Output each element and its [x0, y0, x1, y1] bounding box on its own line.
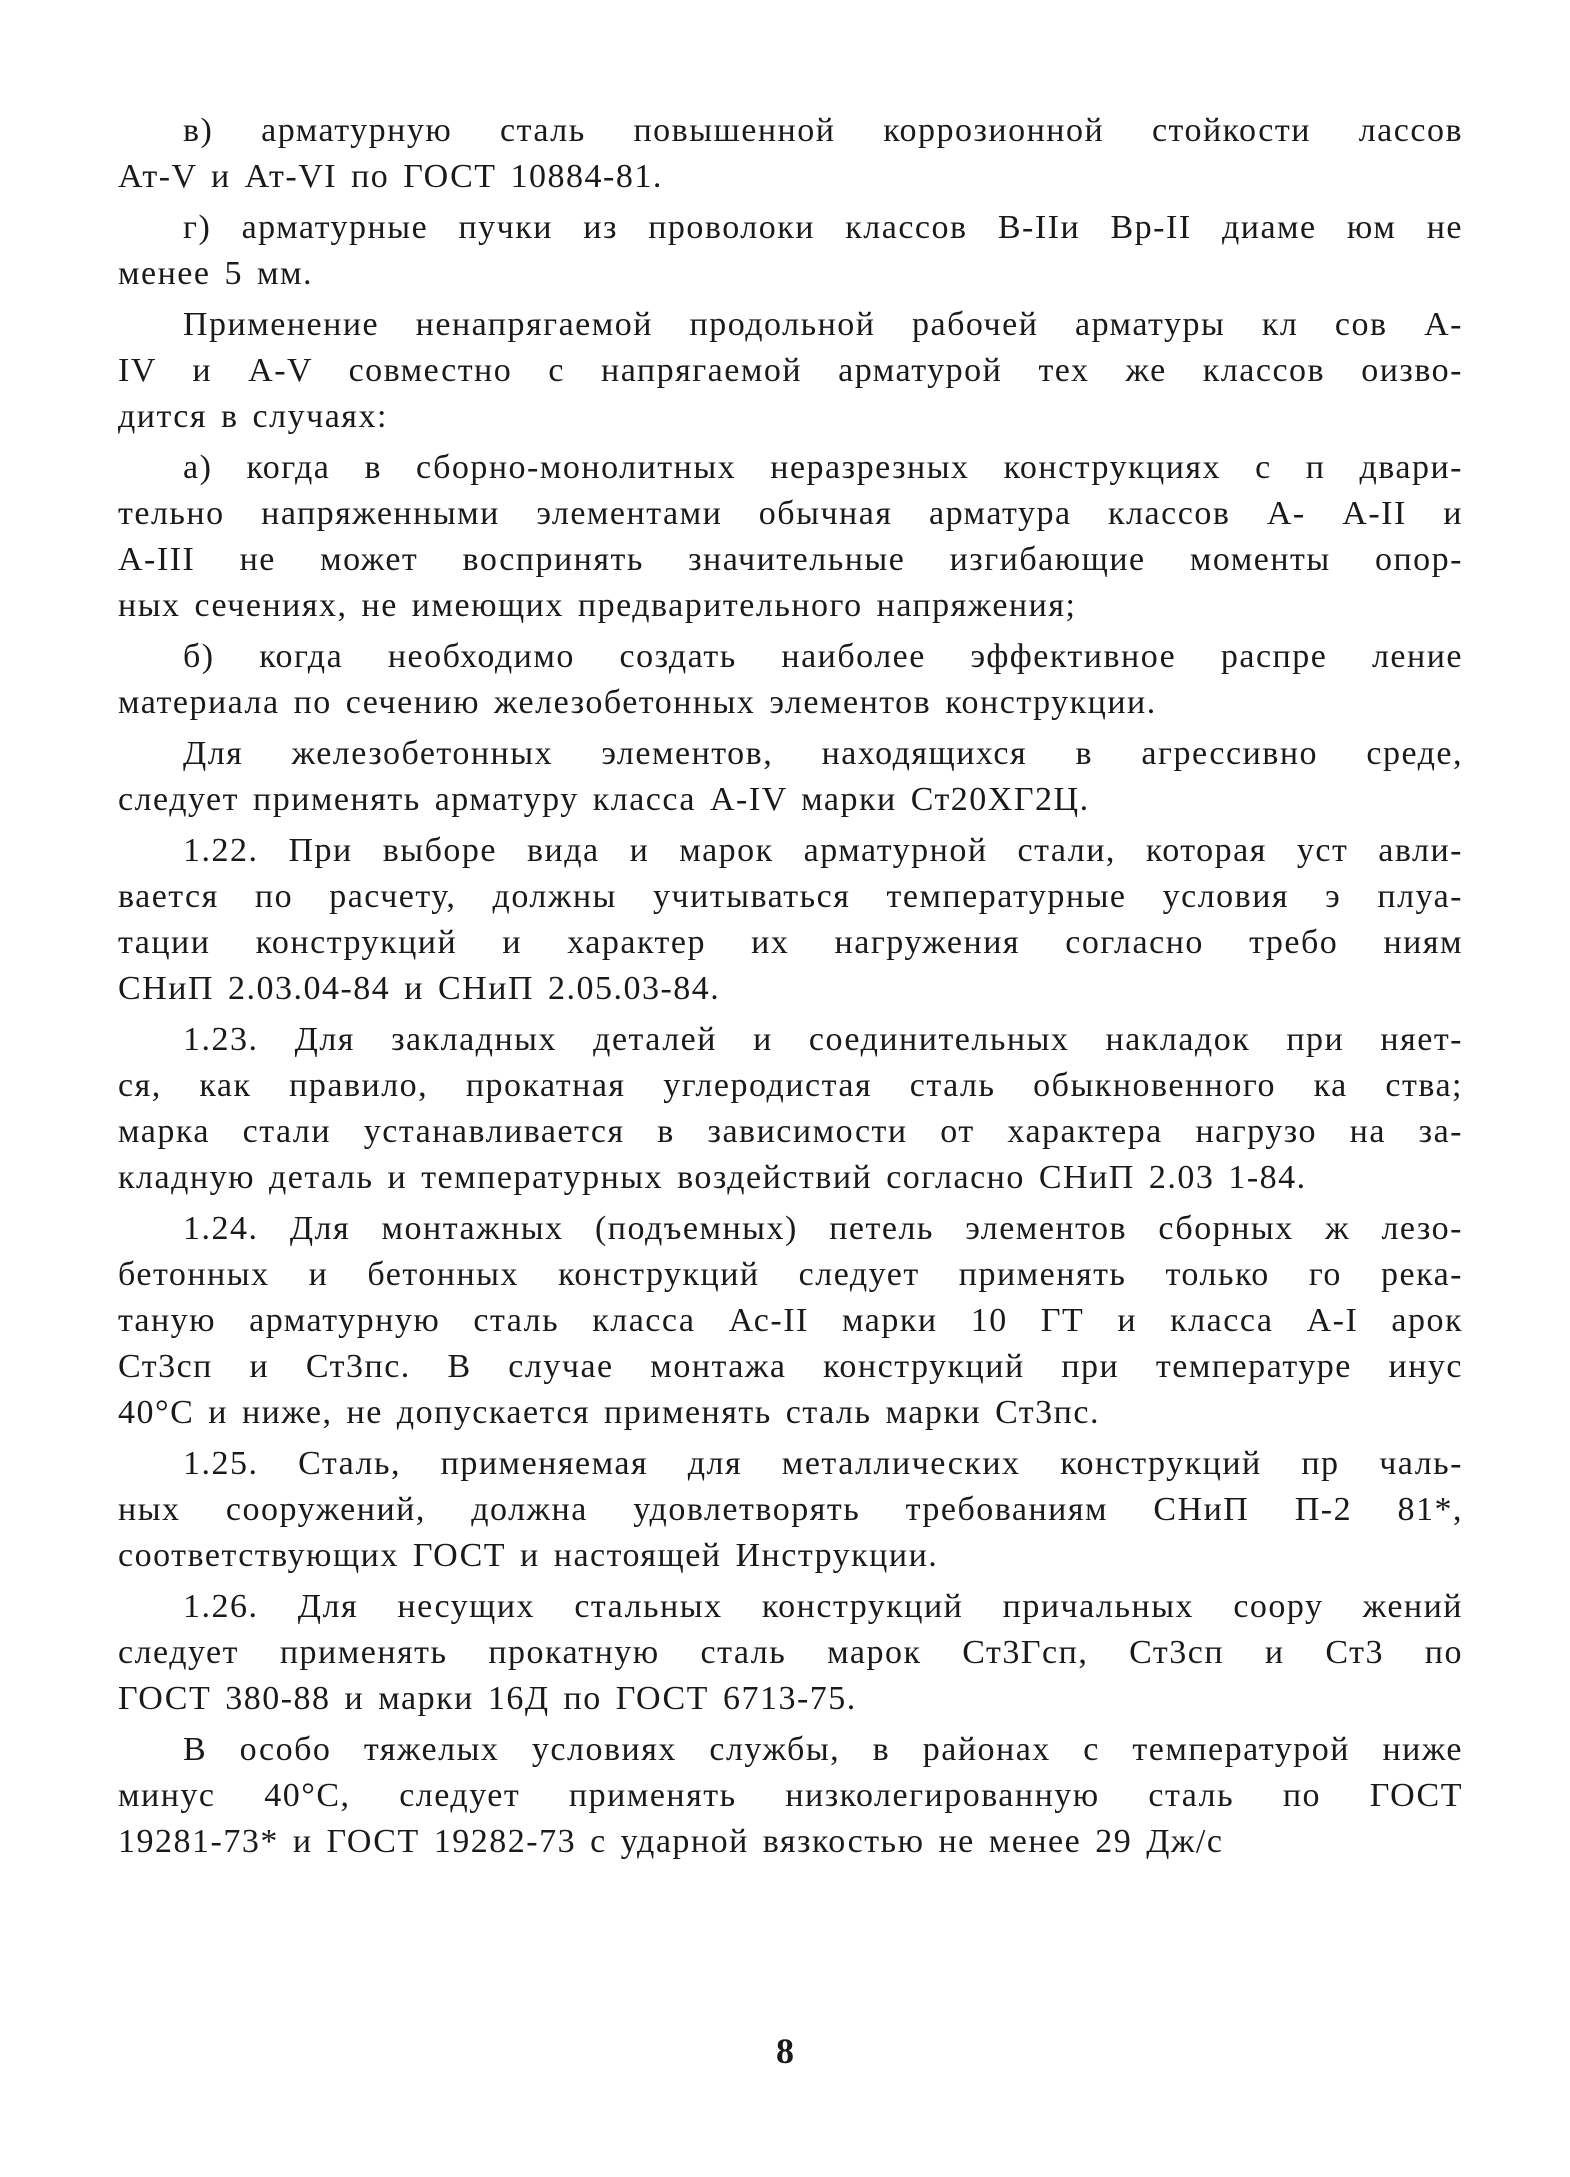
text-line: дится в случаях: [118, 398, 388, 435]
text-line: 19281-73* и ГОСТ 19282-73 с ударной вязкостью не менее 29 Дж/с [118, 1823, 1224, 1860]
text-line: марка стали устанавливается в зависимости от характера нагрузо на за- [118, 1113, 1463, 1150]
text-line: Применение ненапрягаемой продольной рабочей арматуры кл сов А- [183, 306, 1463, 343]
text-line: тельно напряженными элементами обычная арматура классов А- А-II и [118, 495, 1463, 532]
text-line: 40°С и ниже, не допускается применять сталь марки Ст3пс. [118, 1394, 1100, 1431]
text-line: г) арматурные пучки из проволоки классов В-IIи Вр-II диаме юм не [183, 209, 1463, 246]
text-line: б) когда необходимо создать наиболее эффективное распре ление [183, 638, 1463, 675]
text-line: ГОСТ 380-88 и марки 16Д по ГОСТ 6713-75. [118, 1680, 857, 1717]
text-line: 1.24. Для монтажных (подъемных) петель элементов сборных ж лезо- [183, 1210, 1463, 1247]
paragraph [118, 1584, 1463, 1722]
text-line: 1.25. Сталь, применяемая для металлических конструкций пр чаль- [183, 1445, 1463, 1482]
text-line: Для железобетонных элементов, находящихся в агрессивно среде, [183, 735, 1463, 772]
text-line: ных сооружений, должна удовлетворять требованиям СНиП П-2 81*, [118, 1491, 1463, 1528]
text-line: менее 5 мм. [118, 255, 314, 292]
paragraph [118, 1727, 1463, 1865]
paragraph [118, 1206, 1463, 1436]
paragraph [118, 731, 1463, 823]
text-line: СНиП 2.03.04-84 и СНиП 2.05.03-84. [118, 970, 721, 1007]
paragraph [118, 634, 1463, 726]
text-line: а) когда в сборно-монолитных неразрезных конструкциях с п двари- [183, 449, 1463, 486]
text-line: 1.26. Для несущих стальных конструкций причальных соору жений [183, 1588, 1463, 1625]
text-line: тaную арматурную сталь класса Ас-II марки 10 ГТ и класса А-I арок [118, 1302, 1463, 1339]
paragraph [118, 445, 1463, 629]
text-line: тации конструкций и характер их нагружения согласно требо ниям [118, 924, 1463, 961]
text-line: минус 40°С, следует применять низколегированную сталь по ГОСТ [118, 1777, 1463, 1814]
document-body [118, 108, 1463, 1870]
text-line: Ст3сп и Ст3пс. В случае монтажа конструкций при температуре инус [118, 1348, 1463, 1385]
paragraph [118, 828, 1463, 1012]
paragraph-container [118, 108, 1463, 1865]
text-line: В особо тяжелых условиях службы, в районах с температурой ниже [183, 1731, 1463, 1768]
text-line: вается по расчету, должны учитываться температурные условия э плуа- [118, 878, 1463, 915]
text-line: ных сечениях, не имеющих предварительного напряжения; [118, 587, 1077, 624]
paragraph [118, 108, 1463, 200]
text-line: IV и А-V совместно с напрягаемой арматурой тех же классов оизво- [118, 352, 1463, 389]
text-line: соответствующих ГОСТ и настоящей Инструкции. [118, 1537, 939, 1574]
paragraph [118, 302, 1463, 440]
text-line: бетонных и бетонных конструкций следует применять только го река- [118, 1256, 1463, 1293]
text-line: следует применять арматуру класса А-IV марки Ст20ХГ2Ц. [118, 781, 1090, 818]
text-line: А-III не может воспринять значительные изгибающие моменты опор- [118, 541, 1463, 578]
paragraph [118, 1017, 1463, 1201]
text-line: материала по сечению железобетонных элементов конструкции. [118, 684, 1157, 721]
text-line: 1.23. Для закладных деталей и соединительных накладок при няет- [183, 1021, 1463, 1058]
paragraph [118, 1441, 1463, 1579]
page-number: 8 [776, 2031, 794, 2071]
text-line: 1.22. При выборе вида и марок арматурной стали, которая уст авли- [183, 832, 1463, 869]
paragraph [118, 205, 1463, 297]
text-line: кладную деталь и температурных воздействий согласно СНиП 2.03 1-84. [118, 1159, 1307, 1196]
text-line: ся, как правило, прокатная углеродистая сталь обыкновенного ка ства; [118, 1067, 1463, 1104]
text-line: следует применять прокатную сталь марок Ст3Гсп, Ст3сп и Ст3 по [118, 1634, 1463, 1671]
text-line: Ат-V и Ат-VI по ГОСТ 10884-81. [118, 158, 663, 195]
text-line: в) арматурную сталь повышенной коррозионной стойкости лассов [183, 112, 1463, 149]
